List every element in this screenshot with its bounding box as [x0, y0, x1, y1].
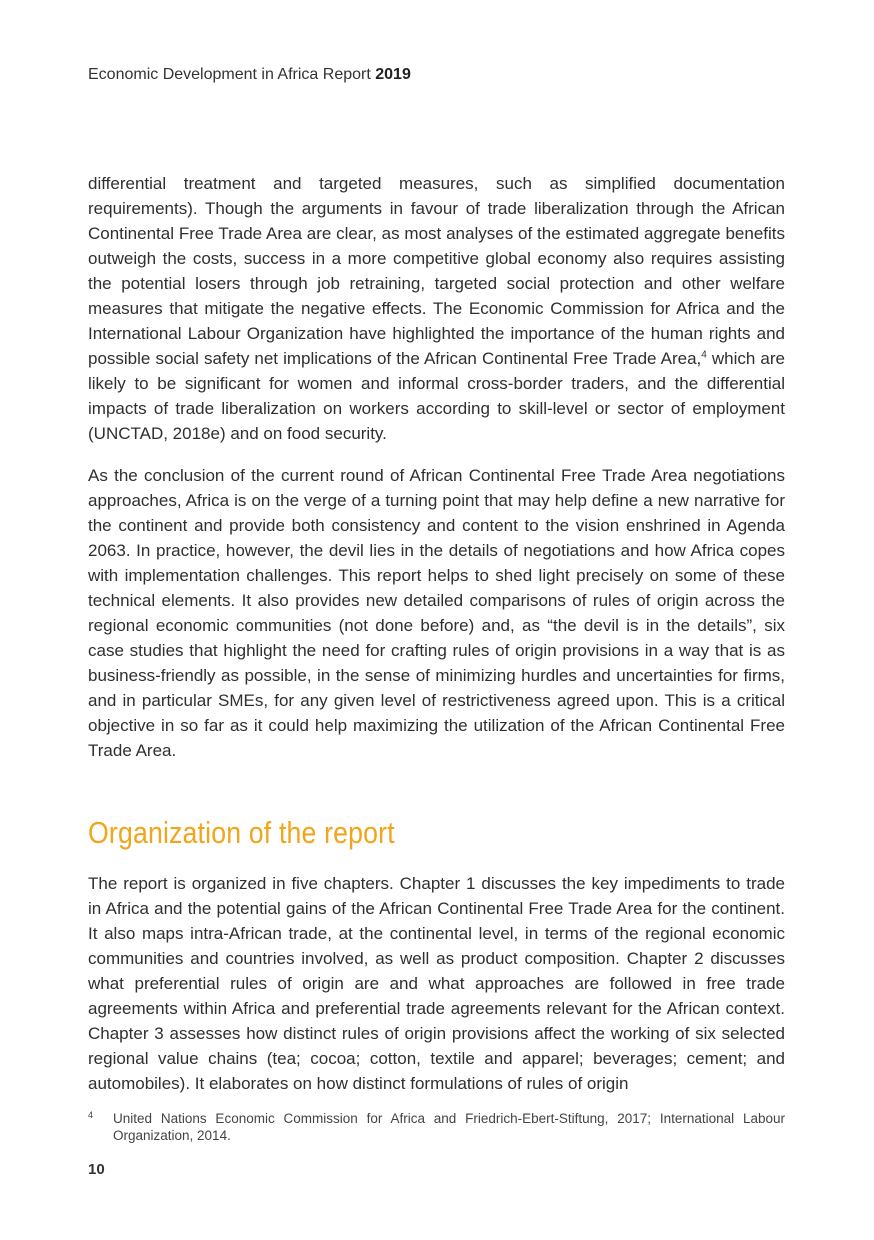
footnote — [88, 1110, 785, 1144]
footnote-reference[interactable]: 4 — [701, 349, 707, 361]
section-heading: Organization of the report — [88, 815, 395, 850]
footnote-mark: 4 — [88, 1110, 94, 1120]
footnote-text: United Nations Economic Commission for Africa and Friedrich-Ebert-Stiftung, 2017; International Labour Organization, 2014. — [113, 1111, 785, 1143]
paragraph-1-text-b: which are likely to be significant for women and informal cross-border traders, and the differential impacts of trade liberalization on workers according to skill-level or sector of employment (UNCTAD, 2018e) and on food security. — [88, 349, 785, 443]
paragraph-3 — [88, 871, 785, 1096]
report-year: 2019 — [375, 66, 411, 83]
paragraph-3-text: The report is organized in five chapters. Chapter 1 discusses the key impediments to trade in Africa and the potential gains of the African Continental Free Trade Area for the continent. It also maps intra-African trade, at the continental level, in terms of the regional economic communities and countries involved, as well as product composition. Chapter 2 discusses what preferential rules of origin are and what approaches are followed in free trade agreements within Africa and preferential trade agreements relevant for the African context. Chapter 3 assesses how distinct rules of origin provisions affect the working of six selected regional value chains (tea; cocoa; cotton, textile and apparel; beverages; cement; and automobiles). It elaborates on how distinct formulations of rules of origin — [88, 874, 785, 1093]
paragraph-1 — [88, 171, 785, 446]
running-header — [88, 66, 411, 84]
page-number: 10 — [88, 1161, 105, 1178]
paragraph-2 — [88, 463, 785, 763]
paragraph-1-text-a: differential treatment and targeted measures, such as simplified documentation requirements). Though the arguments in favour of trade liberalization through the African Continental Free Trade Area are clear, as most analyses of the estimated aggregate benefits outweigh the costs, success in a more competitive global economy also requires assisting the potential losers through job retraining, targeted social protection and other welfare measures that mitigate the negative effects. The Economic Commission for Africa and the International Labour Organization have highlighted the importance of the human rights and possible social safety net implications of the African Continental Free Trade Area, — [88, 174, 785, 368]
report-title: Economic Development in Africa Report — [88, 66, 371, 83]
paragraph-2-text: As the conclusion of the current round of African Continental Free Trade Area negotiations approaches, Africa is on the verge of a turning point that may help define a new narrative for the continent and provide both consistency and content to the vision enshrined in Agenda 2063. In practice, however, the devil lies in the details of negotiations and how Africa copes with implementation challenges. This report helps to shed light precisely on some of these technical elements. It also provides new detailed comparisons of rules of origin across the regional economic communities (not done before) and, as “the devil is in the details”, six case studies that highlight the need for crafting rules of origin provisions in a way that is as business-friendly as possible, in the sense of minimizing hurdles and uncertainties for firms, and in particular SMEs, for any given level of restrictiveness agreed upon. This is a critical objective in so far as it could help maximizing the utilization of the African Continental Free Trade Area. — [88, 466, 785, 760]
